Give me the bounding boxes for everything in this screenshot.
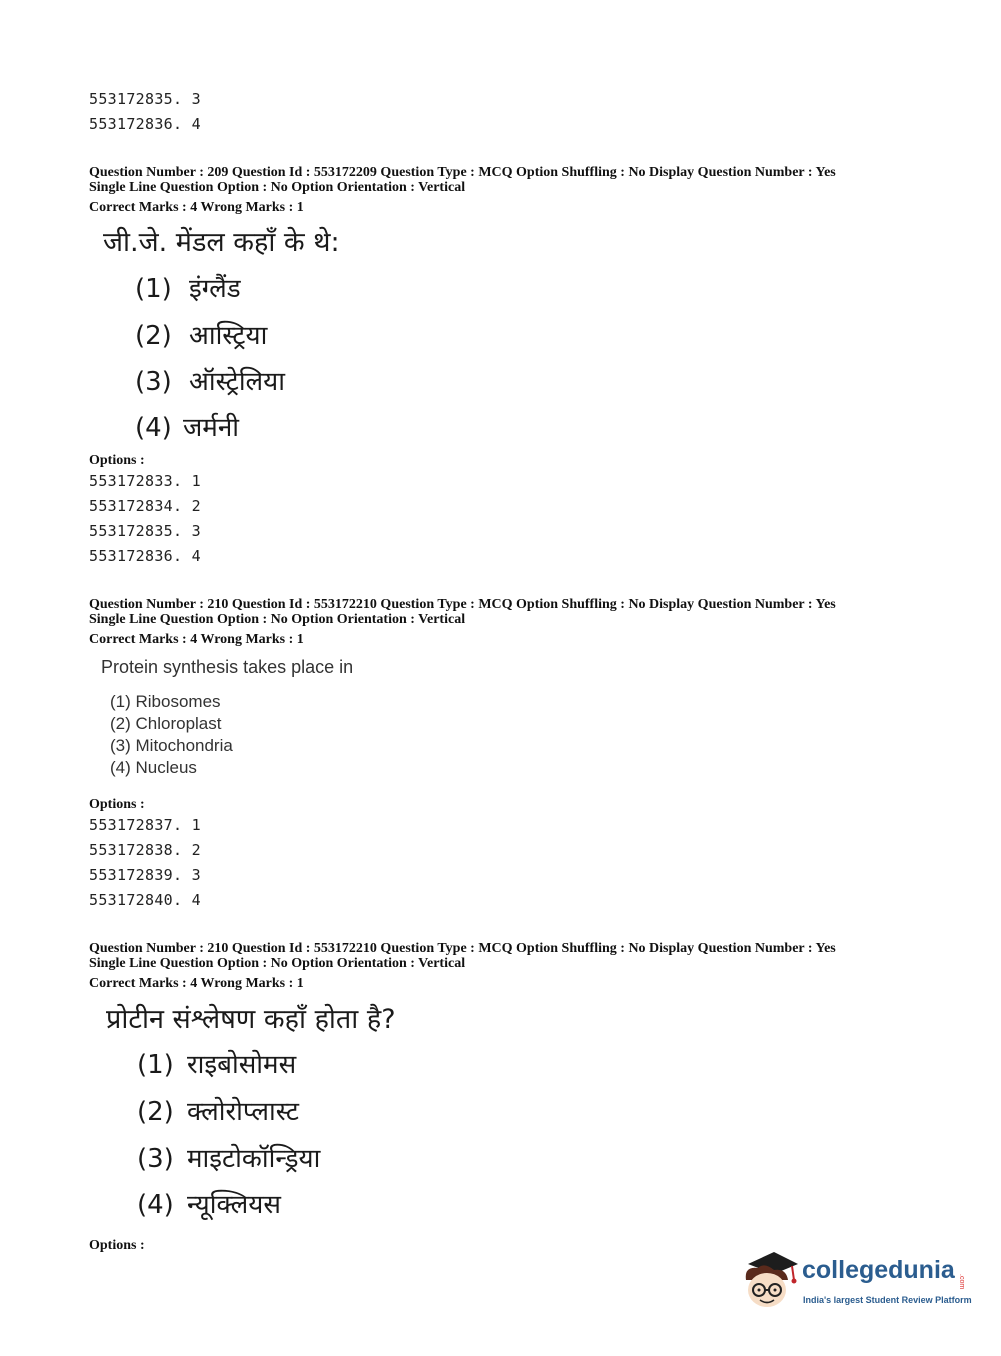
answer-choice: (2) Chloroplast [110,714,222,733]
choice-number: (2) [137,1097,174,1127]
choice-text: माइटोकॉन्ड्रिया [187,1144,321,1174]
options-label: Options : [89,1238,145,1253]
choice-text: आस्ट्रिया [189,321,268,351]
logo-dotcom: .com [958,1274,965,1290]
option-id-line: 553172836. 4 [89,547,201,565]
answer-choice: (4) Nucleus [110,758,197,777]
option-id-line: 553172839. 3 [89,866,201,884]
question-meta-line: Single Line Question Option : No Option Orientation : Vertical [89,180,466,195]
choice-number: (4) [137,1190,174,1220]
question-meta-line: Single Line Question Option : No Option Orientation : Vertical [89,956,466,971]
choice-number: (4) [135,413,172,443]
option-id-line: 553172837. 1 [89,816,201,834]
option-id-line: 553172834. 2 [89,497,201,515]
choice-text: इंग्लैंड [189,274,241,304]
option-id-line: 553172835. 3 [89,522,201,540]
answer-choice [135,362,285,398]
answer-choice: (3) Mitochondria [110,736,233,755]
answer-choice [137,1045,296,1081]
question-meta-line: Question Number : 209 Question Id : 553172209 Question Type : MCQ Option Shuffling : No Display Question Number : Yes [89,165,836,180]
option-id-line: 553172833. 1 [89,472,201,490]
answer-choice [137,1139,320,1175]
question-marks: Correct Marks : 4 Wrong Marks : 1 [89,976,304,991]
option-id-line: 553172838. 2 [89,841,201,859]
answer-choice [135,316,267,352]
choice-number: (3) [137,1144,174,1174]
option-id-line: 553172835. 3 [89,90,201,108]
question-meta-line: Question Number : 210 Question Id : 553172210 Question Type : MCQ Option Shuffling : No Display Question Number : Yes [89,597,836,612]
question-meta-line: Single Line Question Option : No Option Orientation : Vertical [89,612,466,627]
logo-tagline: India's largest Student Review Platform [803,1295,972,1305]
answer-choice [137,1185,281,1221]
question-marks: Correct Marks : 4 Wrong Marks : 1 [89,632,304,647]
collegedunia-logo [740,1248,980,1318]
mascot-icon [740,1250,802,1314]
choice-text: क्लोरोप्लास्ट [187,1097,299,1127]
question-meta-line: Question Number : 210 Question Id : 553172210 Question Type : MCQ Option Shuffling : No Display Question Number : Yes [89,941,836,956]
answer-choice: (1) Ribosomes [110,692,221,711]
question-text: जी.जे. मेंडल कहाँ के थे: [103,227,340,258]
choice-number: (1) [137,1050,174,1080]
answer-choice [135,269,241,305]
question-marks: Correct Marks : 4 Wrong Marks : 1 [89,200,304,215]
question-text: Protein synthesis takes place in [101,657,354,677]
question-text: प्रोटीन संश्लेषण कहाँ होता है? [106,1004,396,1035]
options-label: Options : [89,797,145,812]
choice-number: (2) [135,321,172,351]
option-id-line: 553172840. 4 [89,891,201,909]
answer-choice [137,1092,299,1128]
option-id-line: 553172836. 4 [89,115,201,133]
choice-text: ऑस्ट्रेलिया [189,367,285,397]
logo-wordmark: collegedunia [802,1256,955,1284]
answer-choice [135,408,239,444]
choice-text: राइबोसोमस [187,1050,297,1080]
choice-number: (3) [135,367,172,397]
choice-text: न्यूक्लियस [187,1190,281,1220]
choice-text: जर्मनी [183,413,240,443]
choice-number: (1) [135,274,172,304]
options-label: Options : [89,453,145,468]
